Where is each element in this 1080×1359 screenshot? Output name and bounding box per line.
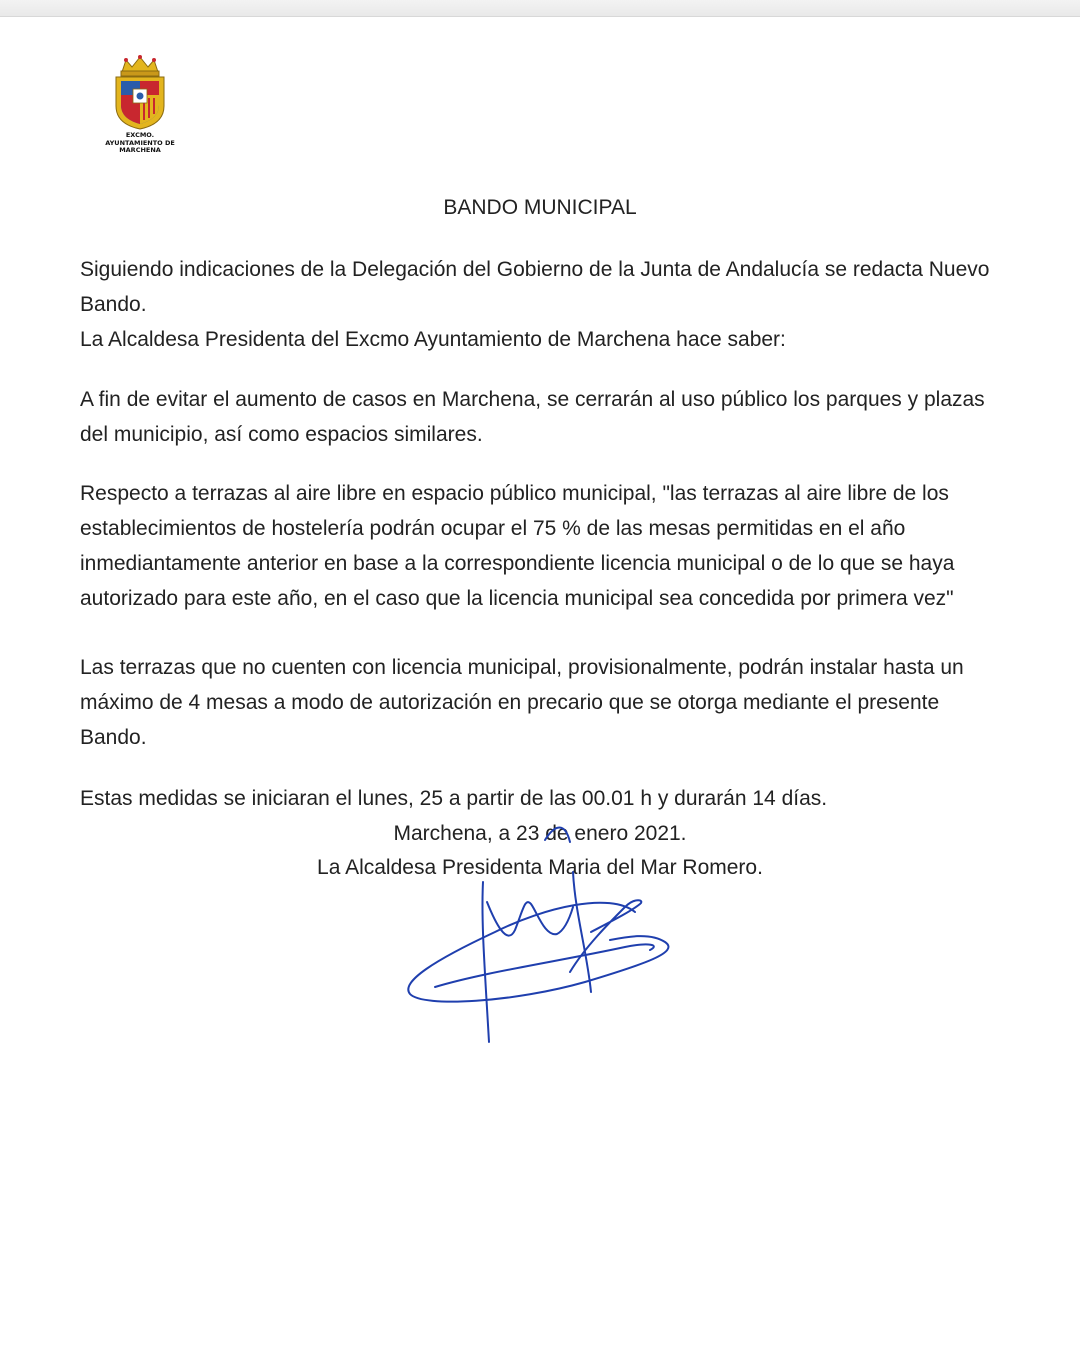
terraces-text: Respecto a terrazas al aire libre en espacio público municipal, "las terrazas al aire libre de los establecimientos de hostelería podrán ocupar el 75 % de las mesas permitidas en el año inmediantamente anterior en base a la correspondiente licencia municipal o de lo que se haya autorizado para este año, en el caso que la licencia municipal sea concedida por primera vez" bbox=[80, 482, 955, 610]
intro-text: Siguiendo indicaciones de la Delegación del Gobierno de la Junta de Andalucía se redacta Nuevo Bando. bbox=[80, 258, 990, 316]
parks-text: A fin de evitar el aumento de casos en Marchena, se cerrarán al uso público los parques y plazas del municipio, así como espacios similares. bbox=[80, 388, 985, 446]
logo-caption: EXCMO. AYUNTAMIENTO DE MARCHENA bbox=[105, 131, 175, 154]
announcement-paragraph bbox=[80, 322, 1010, 357]
terraces-paragraph bbox=[80, 476, 1010, 616]
announcement-text: La Alcaldesa Presidenta del Excmo Ayuntamiento de Marchena hace saber: bbox=[80, 328, 786, 351]
document-title: BANDO MUNICIPAL bbox=[443, 196, 637, 219]
measures-paragraph bbox=[80, 781, 1010, 816]
handwritten-signature bbox=[395, 812, 685, 1052]
measures-text: Estas medidas se iniciaran el lunes, 25 a partir de las 00.01 h y durarán 14 días. bbox=[80, 787, 828, 810]
municipal-logo bbox=[98, 54, 182, 158]
coat-of-arms-icon bbox=[110, 54, 170, 130]
top-border bbox=[0, 0, 1080, 17]
place-date: Marchena, a 23 de enero 2021. bbox=[393, 822, 687, 845]
parks-paragraph bbox=[80, 382, 1010, 452]
signer-line: La Alcaldesa Presidenta Maria del Mar Romero. bbox=[317, 856, 763, 879]
unlicensed-text: Las terrazas que no cuenten con licencia municipal, provisionalmente, podrán instalar hasta un máximo de 4 mesas a modo de autorización en precario que se otorga mediante el presente Bando. bbox=[80, 656, 964, 749]
unlicensed-paragraph bbox=[80, 650, 1010, 755]
intro-paragraph bbox=[80, 252, 1010, 322]
